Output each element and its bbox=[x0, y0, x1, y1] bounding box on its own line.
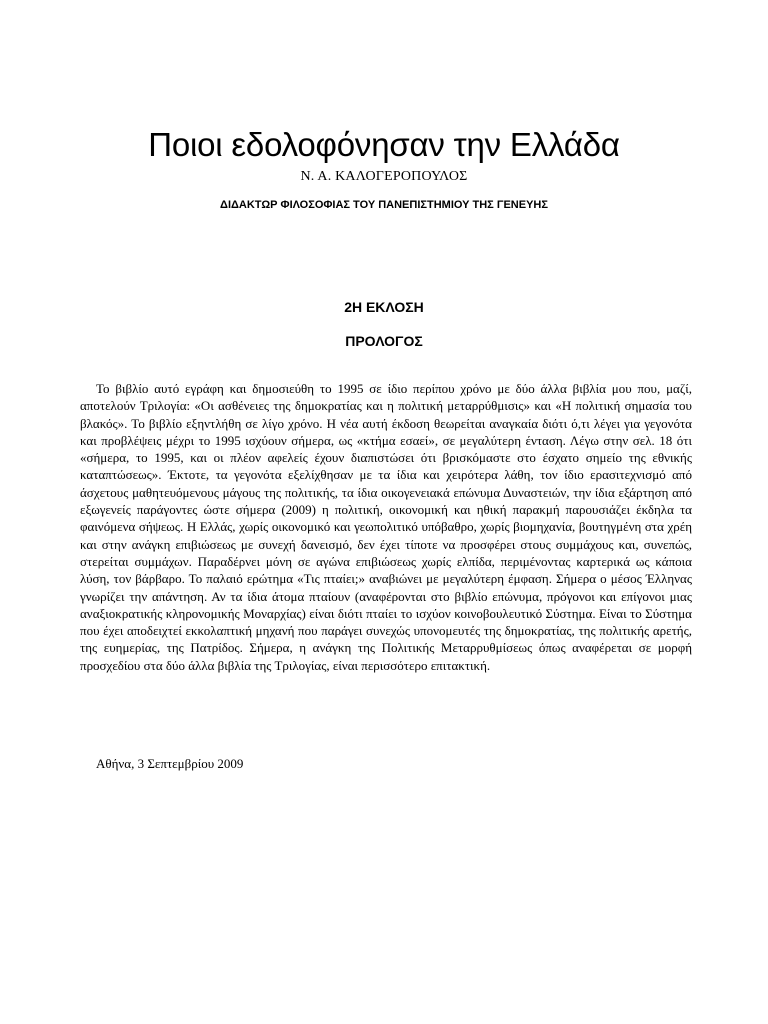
author-affiliation: ΔΙΔΑΚΤΩΡ ΦΙΛΟΣΟΦΙΑΣ ΤΟΥ ΠΑΝΕΠΙΣΤΗΜΙΟΥ ΤΗΣ ΓΕΝΕΥΗΣ bbox=[220, 199, 548, 211]
place-date-signoff: Αθήνα, 3 Σεπτεμβρίου 2009 bbox=[96, 756, 244, 771]
prologue-heading: ΠΡΟΛΟΓΟΣ bbox=[345, 333, 423, 349]
prologue-body: Το βιβλίο αυτό εγράφη και δημοσιεύθη το 1995 σε ίδιο περίπου χρόνο με δύο άλλα βιβλία μου που, μαζί, αποτελούν Τριλογία: «Οι ασθένειες της δημοκρατίας και η πολιτική μεταρρύθμισις» και «Η πολιτική σημασία του βλακός». Το βιβλίο εξηντλήθη σε λίγο χρόνο. Η νέα αυτή έκδοση θεωρείται αναγκαία διότι ό,τι λέγει για γεγονότα και προβλέψεις μέχρι το 1995 ισχύουν σήμερα, ως «κτήμα εσαεί», σε μεγαλύτερη ένταση. Λέγω στην σελ. 18 ότι «σήμερα, το 1995, και οι πλέον αφελείς έχουν διαπιστώσει ότι βρισκόμαστε στο έσχατο σημείο της εθνικής καταπτώσεως». Έκτοτε, τα γεγονότα εξελίχθησαν με τα ίδια και χειρότερα λάθη, τον ίδιο ερασιτεχνισμό από άσχετους μαθητευόμενους μάγους της πολιτικής, τα ίδια οικογενειακά επώνυμα Δυναστειών, την ίδια εξάρτηση από εξωγενείς παράγοντες ώστε σήμερα (2009) η πολιτική, οικονομική και ηθική παρακμή παρουσιάζει έκδηλα τα φαινόμενα σήψεως. Η Ελλάς, χωρίς οικονομικό και γεωπολιτικό υπόβαθρο, χωρίς βιομηχανία, βουτηγμένη στα χρέη και στην ανάγκη επιβιώσεως με συνεχή δανεισμό, δεν έχει τίποτε να προσφέρει στους συμμάχους και, συνεπώς, στερείται συμμάχων. Παραδέρνει μόνη σε αγώνα επιβιώσεως χωρίς ελπίδα, περιμένοντας καρτερικά ως κάποια λύση, τον βάρβαρο. Το παλαιό ερώτημα «Τις πταίει;» αναβιώνει με μεγαλύτερη έμφαση. Σήμερα ο μέσος Έλληνας γνωρίζει την απάντηση. Αν τα ίδια άτομα πταίουν (αναφέρονται στο βιβλίο επώνυμα, πρόγονοι και επίγονοι μιας αναξιοκρατικής κληρονομικής Μοναρχίας) είναι διότι πταίει το ισχύον κοινοβουλευτικό Σύστημα. Είναι το Σύστημα που έχει αποδειχτεί εκκολαπτική μηχανή που παράγει συνεχώς υπονομευτές της δημοκρατίας, της πολιτικής αρετής, της ευημερίας, της Πατρίδος. Σήμερα, η ανάγκη της Πολιτικής Μεταρρυθμίσεως όπως αναφέρεται σε μορφή προσχεδίου στα δύο άλλα βιβλία της Τριλογίας, είναι περισσότερο επιτακτική. bbox=[80, 381, 692, 673]
document-title: Ποιοι εδολοφόνησαν την Ελλάδα bbox=[148, 126, 620, 163]
author-name: Ν. Α. ΚΑΛΟΓΕΡΟΠΟΥΛΟΣ bbox=[300, 169, 468, 184]
edition-heading: 2Η ΕΚΛΟΣΗ bbox=[344, 299, 424, 315]
